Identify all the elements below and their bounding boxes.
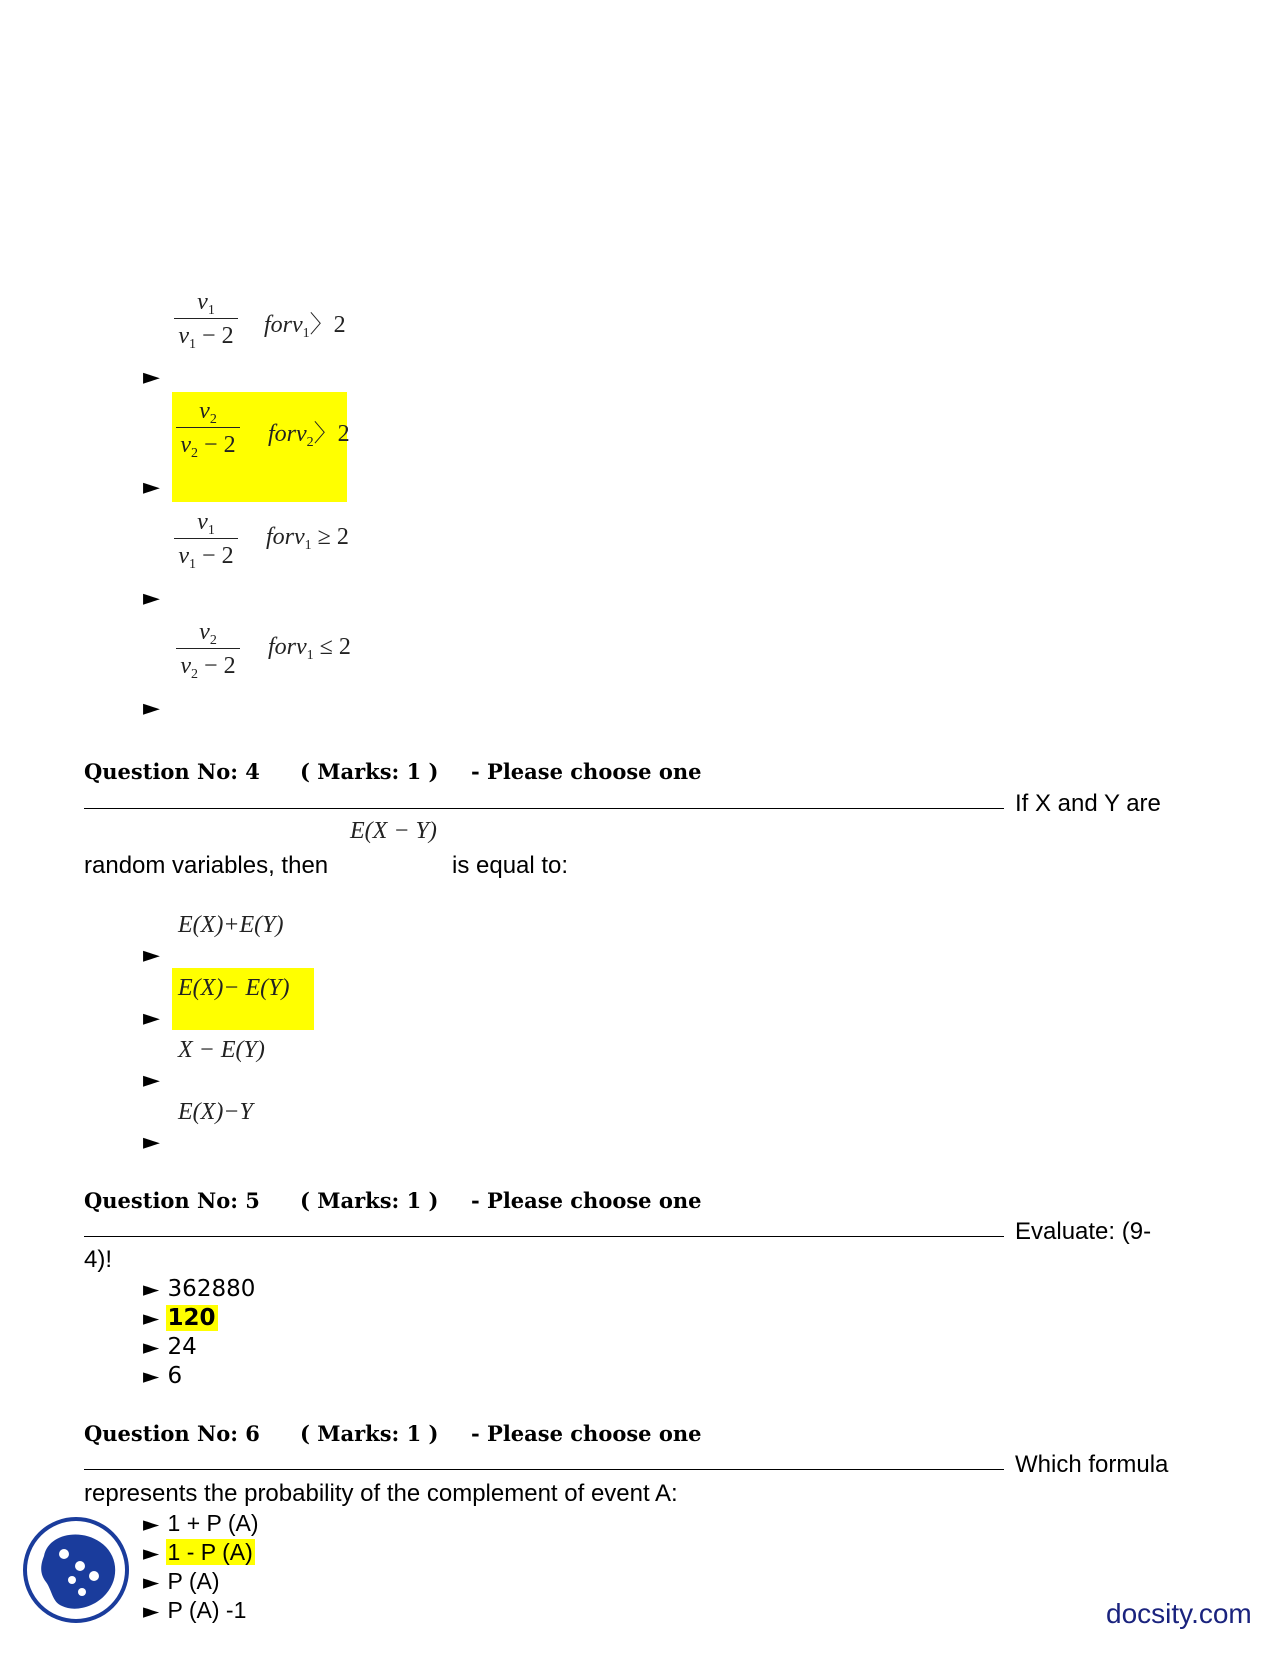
- q5-option-3[interactable]: [143, 1332, 199, 1360]
- q6-option-4-arrow: ►: [143, 1599, 160, 1623]
- q4-option-3: X − E(Y): [178, 1037, 265, 1063]
- q6-marks: ( Marks: 1 ): [300, 1421, 439, 1446]
- q6-option-1-label: 1 + P (A): [167, 1510, 259, 1536]
- q6-text-right: Which formula: [1015, 1451, 1169, 1478]
- q4-expression: E(X − Y): [350, 818, 437, 844]
- q5-option-1-arrow: ►: [143, 1277, 160, 1301]
- q5-option-1[interactable]: [143, 1274, 257, 1302]
- q3-option-4-condition: forv$_1$ ≤ 2: [268, 634, 351, 663]
- q4-instruction: - Please choose one: [471, 759, 702, 784]
- q5-text-line2: 4)!: [84, 1246, 113, 1273]
- q4-text-line2-a: random variables, then: [84, 852, 329, 879]
- q3-option-2-condition: forv$_2$〉2: [268, 421, 350, 450]
- q3-option-3-radio[interactable]: ►: [143, 586, 160, 611]
- q4-text-right: If X and Y are: [1015, 790, 1161, 817]
- q4-number: Question No: 4: [84, 759, 260, 784]
- q6-instruction: - Please choose one: [471, 1421, 702, 1446]
- q5-option-1-label: 362880: [167, 1276, 256, 1302]
- q4-marks: ( Marks: 1 ): [300, 759, 439, 784]
- q4-option-3-radio[interactable]: ►: [143, 1068, 160, 1093]
- q5-option-3-arrow: ►: [143, 1335, 160, 1359]
- q5-option-4-arrow: ►: [143, 1364, 160, 1388]
- q5-divider: [84, 1236, 1004, 1237]
- q4-option-1: E(X)+E(Y): [178, 912, 284, 938]
- q5-option-4-label: 6: [167, 1363, 183, 1389]
- q5-option-3-label: 24: [167, 1334, 197, 1360]
- q4-text-line2-b: is equal to:: [452, 852, 569, 879]
- q6-option-1-arrow: ►: [143, 1512, 160, 1536]
- q3-option-4-radio[interactable]: ►: [143, 696, 160, 721]
- q6-option-3-arrow: ►: [143, 1570, 160, 1594]
- q5-number: Question No: 5: [84, 1188, 260, 1213]
- q4-option-2: E(X)− E(Y): [178, 975, 290, 1001]
- q6-text-line2: represents the probability of the complement of event A:: [84, 1480, 678, 1507]
- q4-option-1-radio[interactable]: ►: [143, 943, 160, 968]
- docsity-brand-link[interactable]: docsity.com: [1106, 1598, 1252, 1629]
- q3-option-1-condition: forv$_1$〉2: [264, 312, 346, 341]
- q6-option-4[interactable]: [143, 1596, 248, 1624]
- q6-divider: [84, 1469, 1004, 1470]
- q5-option-2[interactable]: [143, 1303, 218, 1331]
- q5-option-2-label: 120: [167, 1305, 216, 1331]
- q6-option-3-label: P (A): [167, 1568, 220, 1594]
- q6-option-2[interactable]: [143, 1538, 255, 1566]
- q5-text-right: Evaluate: (9-: [1015, 1218, 1152, 1245]
- q5-option-2-arrow: ►: [143, 1306, 160, 1330]
- q6-option-2-arrow: ►: [143, 1541, 160, 1565]
- q6-option-2-label: 1 - P (A): [167, 1539, 253, 1565]
- q6-number: Question No: 6: [84, 1421, 260, 1446]
- q4-option-4: E(X)−Y: [178, 1099, 253, 1125]
- docsity-logo-icon[interactable]: [22, 1516, 130, 1624]
- q3-option-2-fraction: $v_2$ $v_2 - 2$: [176, 397, 240, 460]
- q3-option-2-radio[interactable]: ►: [143, 475, 160, 500]
- q6-option-1[interactable]: [143, 1509, 261, 1537]
- q5-instruction: - Please choose one: [471, 1188, 702, 1213]
- q3-option-1-fraction: $v_1$ $v_1 - 2$: [174, 288, 238, 351]
- q6-option-3[interactable]: [143, 1567, 222, 1595]
- q5-marks: ( Marks: 1 ): [300, 1188, 439, 1213]
- q4-option-4-radio[interactable]: ►: [143, 1130, 160, 1155]
- q3-option-3-fraction: $v_1$ $v_1 - 2$: [174, 508, 238, 571]
- q5-option-4[interactable]: [143, 1361, 184, 1389]
- q4-option-2-radio[interactable]: ►: [143, 1006, 160, 1031]
- q3-option-3-condition: forv$_1$ ≥ 2: [266, 524, 349, 553]
- q3-option-1-radio[interactable]: ►: [143, 365, 160, 390]
- q4-divider: [84, 808, 1004, 809]
- q6-option-4-label: P (A) -1: [167, 1597, 247, 1623]
- q3-option-4-fraction: $v_2$ $v_2 - 2$: [176, 618, 240, 681]
